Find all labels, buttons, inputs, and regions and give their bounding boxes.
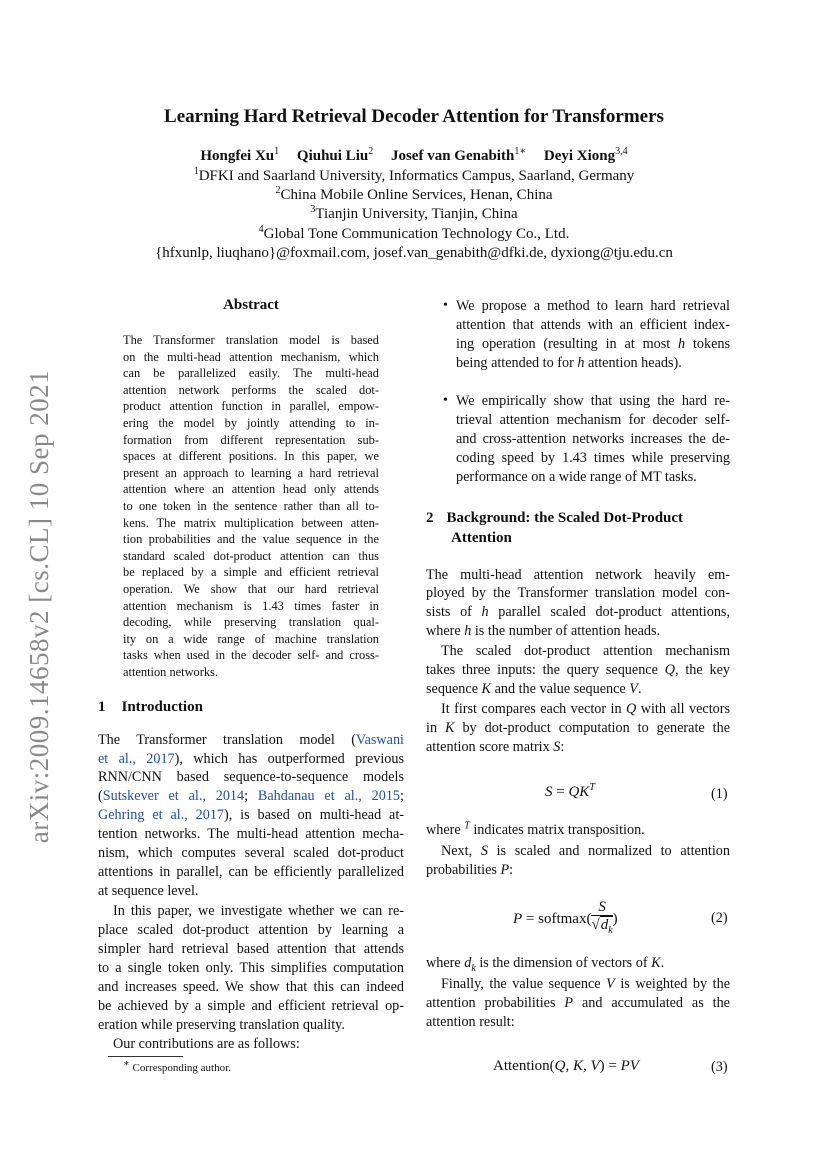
author-list xyxy=(0,148,828,165)
text-line: trieval attention mechanism for decoder self- xyxy=(456,412,730,428)
citation-link[interactable]: Bahdanau et al., 2015 xyxy=(257,788,401,804)
text-line: tention networks. The multi-head attention mecha- xyxy=(98,826,404,842)
text-line: attention probabilities P and accumulated as the xyxy=(426,995,730,1011)
text-line: ing operation (resulting in at most h tokens xyxy=(456,336,730,352)
abstract-line: ering the model by jointly attending to in- xyxy=(123,416,379,430)
fraction: $\frac{S}{√d_k}$ xyxy=(591,899,613,936)
citation-link[interactable]: et al., 2017 xyxy=(98,751,175,767)
abstract-line: be replaced by a simple and efficient retrieval xyxy=(123,565,379,580)
section-heading-introduction: 1 Introduction xyxy=(98,699,203,715)
text-line: The scaled dot-product attention mechanism xyxy=(441,643,730,659)
abstract-line: spaces at different positions. In this paper, we xyxy=(123,449,379,464)
text-line: simpler hard retrieval based attention that attends xyxy=(98,941,404,957)
arxiv-identifier: arXiv:2009.14658v2 [cs.CL] 10 Sep 2021 xyxy=(24,369,55,843)
arxiv-identifier-sidebar xyxy=(20,365,60,847)
text-line: Next, S is scaled and normalized to attention xyxy=(441,843,730,859)
abstract-line: can be parallelized easily. The multi-head xyxy=(123,366,379,381)
abstract-line: The Transformer translation model is based xyxy=(123,333,379,347)
abstract-line: present an approach to learning a hard retrieval xyxy=(123,465,379,480)
author: Qiuhui Liu$^2$ xyxy=(296,146,374,164)
text-line: takes three inputs: the query sequence Q, the key xyxy=(426,662,730,678)
equation-2: P = softmax( $\frac{S}{√d_k}$ ) xyxy=(513,899,618,940)
text-line: in K by dot-product computation to generate the xyxy=(426,720,730,736)
abstract-line: operation. We show that our hard retrieval xyxy=(123,582,379,596)
text-line: The Transformer translation model (Vaswani xyxy=(98,732,404,748)
abstract-line: attention networks. xyxy=(123,665,218,679)
text-line: attention that attends with an efficient index- xyxy=(456,317,730,333)
abstract-line: kens. The matrix multiplication between atten- xyxy=(123,515,379,530)
equation-number: (1) xyxy=(711,786,728,802)
equation-1: $S = QK^T$ xyxy=(545,782,595,800)
text-line: attention result: xyxy=(426,1014,515,1030)
text-line: eration while preserving translation quality. xyxy=(98,1017,345,1033)
text-line: We empirically show that using the hard re- xyxy=(456,393,730,409)
author: Hongfei Xu$^1$ xyxy=(200,146,280,164)
paper-title: Learning Hard Retrieval Decoder Attention for Transformers xyxy=(164,106,664,127)
text-line: performance on a wide range of MT tasks. xyxy=(456,469,697,485)
text-line: (Sutskever et al., 2014; Bahdanau et al., 2015; xyxy=(98,788,404,804)
text-line: coding speed by 1.43 times while preserving xyxy=(456,450,730,466)
text-line: ployed by the Transformer translation model con- xyxy=(426,585,730,601)
footnote: ∗ Corresponding author. xyxy=(123,1058,231,1074)
text-line: attentions in parallel, can be efficiently parallelized xyxy=(98,864,404,880)
abstract-heading: Abstract xyxy=(223,297,279,313)
text-line: Gehring et al., 2017), is based on multi-head at- xyxy=(98,807,404,823)
equation-number: (3) xyxy=(711,1059,728,1075)
bullet-dot: • xyxy=(443,393,448,408)
text-line: at sequence level. xyxy=(98,883,199,899)
text-line: where h is the number of attention heads. xyxy=(426,623,661,639)
text-line: be achieved by a simple and efficient retrieval op- xyxy=(98,998,404,1014)
text-line: It first compares each vector in Q with all vectors xyxy=(441,701,730,717)
text-line: Finally, the value sequence V is weighted by the xyxy=(441,976,730,992)
introduction-paragraph-3: Our contributions are as follows: xyxy=(113,1036,300,1052)
citation-link[interactable]: Sutskever et al., 2014 xyxy=(102,788,245,804)
text-line: nism, which computes several scaled dot-product xyxy=(98,845,404,861)
text-line: to a single token only. This simplifies computation xyxy=(98,960,404,976)
section-heading-background-continued: Attention xyxy=(451,530,512,546)
bullet-dot: • xyxy=(443,298,448,313)
text-line: and cross-attention networks increases the de- xyxy=(456,431,730,447)
equation-number: (2) xyxy=(711,910,728,926)
abstract-line: to one token in the sentence rather than all to- xyxy=(123,499,379,513)
section-heading-background: 2 Background: the Scaled Dot-Product xyxy=(426,510,684,526)
abstract-line: product attention function in parallel, empow- xyxy=(123,399,379,414)
background-paragraph-4: where $^T$ indicates matrix transposition. xyxy=(426,820,645,838)
text-line: attention score matrix S: xyxy=(426,739,565,755)
abstract-line: attention network performs the scaled dot- xyxy=(123,382,379,397)
text-line: We propose a method to learn hard retrieval xyxy=(456,298,730,314)
citation-link[interactable]: Vaswani xyxy=(355,732,404,748)
footnote-rule xyxy=(108,1056,183,1057)
abstract-line: on the multi-head attention mechanism, which xyxy=(123,349,379,364)
affiliation: $^1$DFKI and Saarland University, Informatics Campus, Saarland, Germany xyxy=(193,166,635,184)
text-line: probabilities P: xyxy=(426,862,514,878)
affiliation: $^4$Global Tone Communication Technology Co., Ltd. xyxy=(258,224,570,242)
affiliation: $^3$Tianjin University, Tianjin, China xyxy=(310,204,518,222)
equation-3: Attention(Q, K, V) = PV xyxy=(493,1058,639,1074)
text-line: RNN/CNN based sequence-to-sequence models xyxy=(98,769,404,785)
text-line: place scaled dot-product attention by learning a xyxy=(98,922,404,938)
text-line: The multi-head attention network heavily em- xyxy=(426,567,730,583)
abstract-line: decoding, while preserving translation qual- xyxy=(123,615,379,630)
text-line: and increases speed. We show that this can indeed xyxy=(98,979,404,995)
text-line: In this paper, we investigate whether we can re- xyxy=(113,903,404,919)
author: Deyi Xiong$^{3,4}$ xyxy=(543,146,628,164)
abstract-line: ity on a wide range of machine translation xyxy=(123,631,379,646)
author-emails: {hfxunlp, liuqhano}@foxmail.com, josef.van_genabith@dfki.de, dyxiong@tju.edu.cn xyxy=(155,245,673,261)
text-line: sists of h parallel scaled dot-product attentions, xyxy=(426,604,730,620)
abstract-line: tasks when used in the decoder self- and cross- xyxy=(123,648,379,663)
background-paragraph-6: where $d_k$ is the dimension of vectors of K. xyxy=(426,955,665,974)
author: Josef van Genabith$^{1∗}$ xyxy=(390,146,527,164)
text-line: sequence K and the value sequence V. xyxy=(426,681,642,697)
abstract-line: formation from different representation sub- xyxy=(123,432,379,447)
text-line: being attended to for h attention heads). xyxy=(456,355,682,371)
abstract-line: standard scaled dot-product attention can thus xyxy=(123,548,379,563)
abstract-line: attention mechanism is 1.43 times faster in xyxy=(123,598,379,613)
text-line: et al., 2017), which has outperformed previous xyxy=(98,751,404,767)
citation-link[interactable]: Gehring et al., 2017 xyxy=(98,807,225,823)
abstract-line: attention where an attention head only attends xyxy=(123,482,379,497)
abstract-line: tion probabilities and the value sequence in the xyxy=(123,532,379,547)
affiliation: $^2$China Mobile Online Services, Henan, China xyxy=(275,185,553,203)
